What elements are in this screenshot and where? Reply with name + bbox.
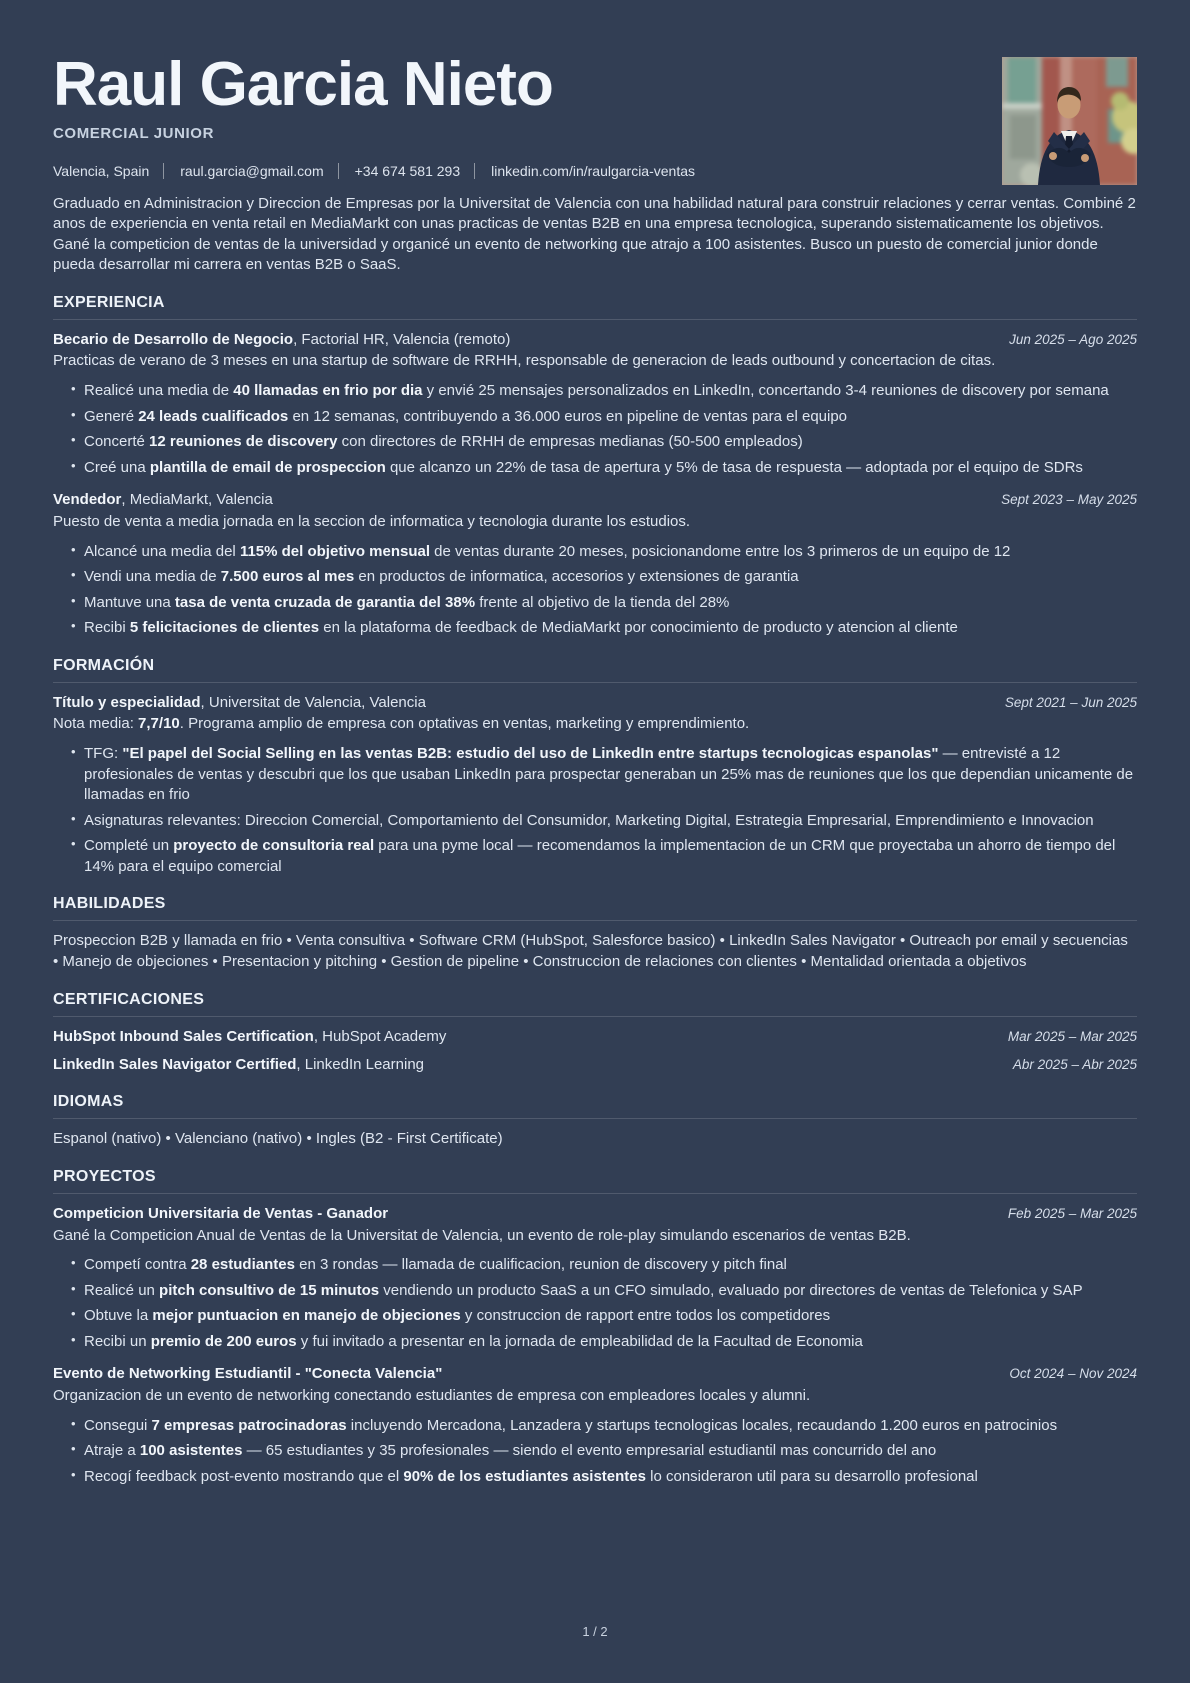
entry-description: Nota media: 7,7/10. Programa amplio de empresa con optativas en ventas, marketing y emprendimiento.	[53, 715, 750, 733]
section-heading: EXPERIENCIA	[53, 294, 1137, 320]
bullet-item: • Obtuve la mejor puntuacion en manejo de objeciones y construccion de rapport entre todos los competidores	[71, 1306, 1137, 1327]
entry-dates: Sept 2021 – Jun 2025	[1004, 694, 1137, 710]
entry-title: Título y especialidad, Universitat de Valencia, Valencia	[53, 693, 426, 711]
bullet-item: • Mantuve una tasa de venta cruzada de garantia del 38% frente al objetivo de la tienda del 28%	[71, 593, 1137, 614]
entry-dates: Feb 2025 – Mar 2025	[1007, 1205, 1137, 1221]
bullet-item: • Asignaturas relevantes: Direccion Comercial, Comportamiento del Consumidor, Marketing Digital, Estrategia Empresarial, Emprendimiento e Innovacion	[71, 811, 1137, 832]
bullet-item: • Recibi un premio de 200 euros y fui invitado a presentar en la jornada de empleabilidad de la Facultad de Economia	[71, 1332, 1137, 1353]
entry-head	[53, 1055, 1137, 1076]
entry-title: LinkedIn Sales Navigator Certified, LinkedIn Learning	[53, 1055, 425, 1073]
entry	[53, 1055, 1137, 1076]
entry	[53, 1204, 1137, 1353]
entry	[53, 1364, 1137, 1487]
section-heading: HABILIDADES	[53, 895, 1137, 921]
bullet-item: • Consegui 7 empresas patrocinadoras incluyendo Mercadona, Lanzadera y startups tecnologicas locales, recaudando 1.200 euros en patrocinios	[71, 1416, 1137, 1437]
entry-title: Vendedor, MediaMarkt, Valencia	[53, 491, 273, 509]
bullet-item: • Atraje a 100 asistentes — 65 estudiantes y 35 profesionales — siendo el evento empresarial estudiantil mas concurrido del ano	[71, 1441, 1137, 1462]
job-title: COMERCIAL JUNIOR	[53, 125, 214, 143]
section-paragraph: Espanol (nativo) • Valenciano (nativo) • Ingles (B2 - First Certificate)	[53, 1130, 503, 1148]
entry-dates: Oct 2024 – Nov 2024	[1009, 1366, 1137, 1382]
section-entries	[53, 1027, 1137, 1075]
entry	[53, 1027, 1137, 1048]
page-footer	[0, 1624, 1190, 1639]
resume-header	[53, 52, 1137, 276]
contact-row	[53, 163, 1137, 179]
page-number: 1 / 2	[582, 1624, 608, 1639]
section-heading: FORMACIÓN	[53, 657, 1137, 683]
section-entries	[53, 1204, 1137, 1488]
entry-head	[53, 1027, 1137, 1048]
bullet-list	[53, 381, 1137, 478]
bullet-list	[53, 1255, 1137, 1352]
bullet-item: • Concerté 12 reuniones de discovery con directores de RRHH de empresas medianas (50-500 empleados)	[71, 432, 1137, 453]
entry-title: HubSpot Inbound Sales Certification, HubSpot Academy	[53, 1027, 447, 1045]
bullet-item: • Recogí feedback post-evento mostrando que el 90% de los estudiantes asistentes lo consideraron util para su desarrollo profesional	[71, 1467, 1137, 1488]
bullet-item: • Creé una plantilla de email de prospeccion que alcanzo un 22% de tasa de apertura y 5% de tasa de respuesta — adoptada por el equipo de SDRs	[71, 458, 1137, 479]
bullet-list	[53, 744, 1137, 877]
section	[53, 895, 1137, 972]
bullet-item: • TFG: "El papel del Social Selling en las ventas B2B: estudio del uso de LinkedIn entre startups tecnologicas espanolas" — entrevisté a 12 profesionales de ventas y descubri que los que usaban LinkedIn para prospectar generaban un 25% mas de reuniones que los que dependian unicamente de llamadas en frio	[71, 744, 1137, 806]
bullet-item: • Generé 24 leads cualificados en 12 semanas, contribuyendo a 36.000 euros en pipeline de ventas para el equipo	[71, 407, 1137, 428]
candidate-name: Raul Garcia Nieto	[53, 50, 553, 119]
entry-dates: Sept 2023 – May 2025	[1001, 492, 1137, 508]
summary-text: Graduado en Administracion y Direccion de Empresas por la Universitat de Valencia con una habilidad natural para construir relaciones y cerrar ventas. Combiné 2 anos de experiencia en venta retail en MediaMarkt con unas practicas de ventas B2B en una empresa tecnologica, superando sistematicamente los objetivos. Gané la competicion de ventas de la universidad y organicé un evento de networking que atrajo a 100 asistentes. Busco un puesto de comercial junior donde pueda desarrollar mi carrera en ventas B2B o SaaS.	[53, 195, 1136, 274]
section-heading: CERTIFICACIONES	[53, 991, 1137, 1017]
bullet-item: • Recibi 5 felicitaciones de clientes en la plataforma de feedback de MediaMarkt por conocimiento de producto y atencion al cliente	[71, 618, 1137, 639]
entry-description: Practicas de verano de 3 meses en una startup de software de RRHH, responsable de generacion de leads outbound y concertacion de citas.	[53, 352, 996, 370]
bullet-item: • Realicé una media de 40 llamadas en frio por dia y envié 25 mensajes personalizados en LinkedIn, concertando 3-4 reuniones de discovery por semana	[71, 381, 1137, 402]
bullet-item: • Realicé un pitch consultivo de 15 minutos vendiendo un producto SaaS a un CFO simulado, evaluado por directores de ventas de Telefonica y SAP	[71, 1281, 1137, 1302]
section-heading: IDIOMAS	[53, 1093, 1137, 1119]
section	[53, 657, 1137, 878]
bullet-list	[53, 542, 1137, 639]
entry-description: Organizacion de un evento de networking conectando estudiantes de empresa con empleadores locales y alumni.	[53, 1387, 811, 1405]
entry-head	[53, 1364, 1137, 1385]
section	[53, 294, 1137, 639]
section	[53, 1168, 1137, 1488]
bullet-item: • Alcancé una media del 115% del objetivo mensual de ventas durante 20 meses, posicionandome entre los 3 primeros de un equipo de 12	[71, 542, 1137, 563]
section	[53, 991, 1137, 1075]
entry-dates: Abr 2025 – Abr 2025	[1012, 1056, 1137, 1072]
entry-description: Puesto de venta a media jornada en la seccion de informatica y tecnologia durante los estudios.	[53, 512, 691, 530]
contact-item: Valencia, Spain	[53, 163, 150, 180]
bullet-item: • Competí contra 28 estudiantes en 3 rondas — llamada de cualificacion, reunion de discovery y pitch final	[71, 1255, 1137, 1276]
bullet-list	[53, 1416, 1137, 1488]
entry-head	[53, 693, 1137, 714]
entry-head	[53, 330, 1137, 351]
contact-item: raul.garcia@gmail.com	[163, 163, 323, 179]
profile-photo	[1002, 57, 1137, 185]
contact-item: +34 674 581 293	[338, 163, 461, 179]
entry	[53, 693, 1137, 878]
entry-dates: Jun 2025 – Ago 2025	[1009, 331, 1137, 347]
entry-head	[53, 1204, 1137, 1225]
entry-head	[53, 490, 1137, 511]
bullet-item: • Vendi una media de 7.500 euros al mes en productos de informatica, accesorios y extensiones de garantia	[71, 567, 1137, 588]
entry-title: Evento de Networking Estudiantil - "Conecta Valencia"	[53, 1365, 443, 1383]
section	[53, 1093, 1137, 1150]
entry-title: Becario de Desarrollo de Negocio, Factorial HR, Valencia (remoto)	[53, 330, 511, 348]
section-heading: PROYECTOS	[53, 1168, 1137, 1194]
entry-dates: Mar 2025 – Mar 2025	[1007, 1028, 1137, 1044]
entry-description: Gané la Competicion Anual de Ventas de la Universitat de Valencia, un evento de role-play simulando escenarios de ventas B2B.	[53, 1226, 911, 1244]
contact-item: linkedin.com/in/raulgarcia-ventas	[474, 163, 695, 179]
bullet-item: • Completé un proyecto de consultoria real para una pyme local — recomendamos la implementacion de un CRM que proyectaba un ahorro de tiempo del 14% para el equipo comercial	[71, 836, 1137, 877]
portrait-photo-illustration	[1002, 57, 1137, 185]
entry	[53, 490, 1137, 639]
section-entries	[53, 693, 1137, 878]
resume-sections	[53, 294, 1137, 1488]
entry	[53, 330, 1137, 479]
entry-title: Competicion Universitaria de Ventas - Ganador	[53, 1204, 389, 1222]
section-paragraph: Prospeccion B2B y llamada en frio • Venta consultiva • Software CRM (HubSpot, Salesforce basico) • LinkedIn Sales Navigator • Outreach por email y secuencias • Manejo de objeciones • Presentacion y pitching • Gestion de pipeline • Construccion de relaciones con clientes • Mentalidad orientada a objetivos	[53, 932, 1128, 971]
section-entries	[53, 330, 1137, 639]
